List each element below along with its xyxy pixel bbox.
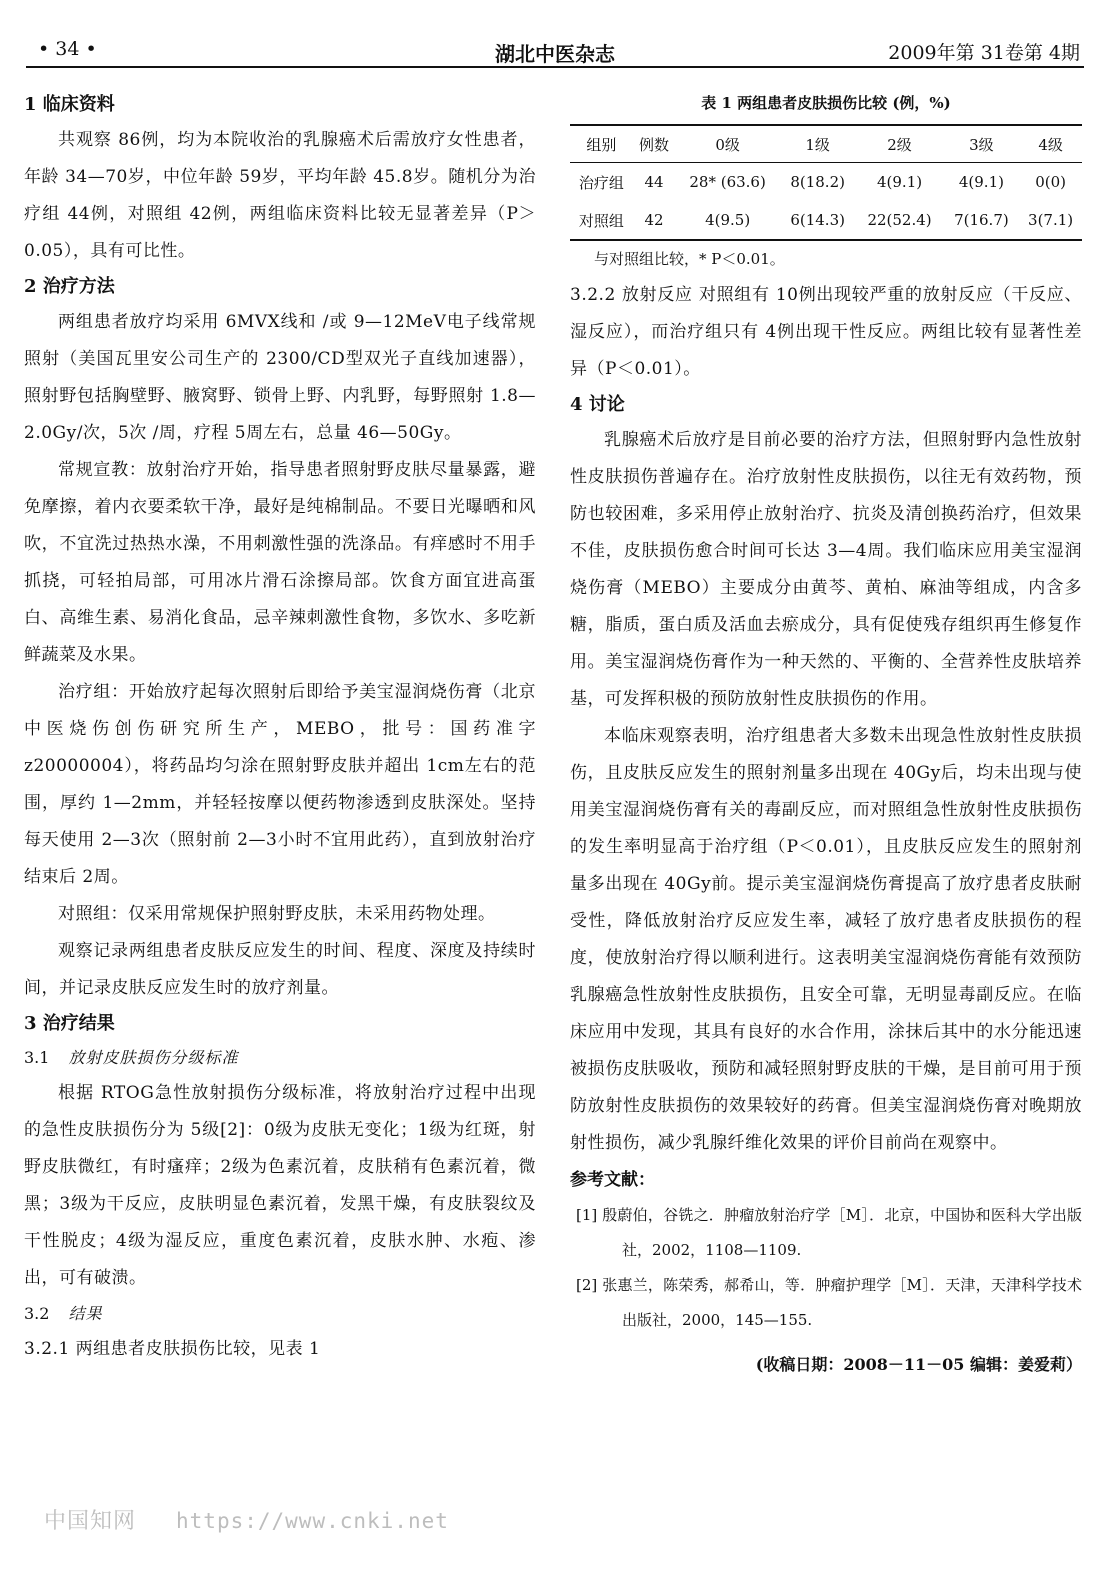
table-cell: 4(9.1) xyxy=(958,173,1004,191)
table-cell: 4(9.5) xyxy=(675,201,780,240)
section-4-title: 4 讨论 xyxy=(570,394,625,415)
page-header xyxy=(26,30,1084,68)
section-3-2-1: 3.2.1 两组患者皮肤损伤比较，见表 1 xyxy=(24,1339,321,1359)
right-column xyxy=(570,88,1082,1384)
table-cell: 22(52.4) xyxy=(855,201,943,240)
table-note: 与对照组比较，* P＜0.01。 xyxy=(594,250,785,268)
journal-title: 湖北中医杂志 xyxy=(495,42,615,66)
section-2-paragraph-4: 对照组：仅采用常规保护照射野皮肤，未采用药物处理。 xyxy=(58,904,496,924)
table-cell: 8(18.2) xyxy=(790,173,845,191)
table-header-row xyxy=(570,125,1082,163)
table-header: 4级 xyxy=(1019,125,1082,163)
page-number: • 34 • xyxy=(38,38,97,60)
table-row xyxy=(570,201,1082,240)
section-3-2-heading xyxy=(24,1297,536,1331)
section-1-title: 1 临床资料 xyxy=(24,94,115,115)
section-2-paragraph-3: 治疗组：开始放疗起每次照射后即给予美宝湿润烧伤膏（北京中医烧伤创伤研究所生产，MEBO，批号：国药准字 z20000004），将药品均匀涂在照射野皮肤并超出 1cm左右的范围，厚约 1—2mm，并轻轻按摩以便药物渗透到皮肤深处。坚持每天使用 2—3次（照射前 2—3小时不宜用此药），直到放射治疗结束后 2周。 xyxy=(24,682,536,887)
table-row xyxy=(570,163,1082,202)
table-cell: 28* (63.6) xyxy=(689,173,766,191)
section-3-1-paragraph: 根据 RTOG急性放射损伤分级标准，将放射治疗过程中出现的急性皮肤损伤分为 5级[2]：0级为皮肤无变化；1级为红斑，射野皮肤微红，有时瘙痒；2级为色素沉着，皮肤稍有色素沉着，微黑；3级为干反应，皮肤明显色素沉着，发黑干燥，有皮肤裂纹及干性脱皮；4级为湿反应，重度色素沉着，皮肤水肿、水疱、渗出，可有破溃。 xyxy=(24,1083,536,1288)
table-header: 组别 xyxy=(570,125,633,163)
reference-1: [1] 殷蔚伯，谷铣之．肿瘤放射治疗学［M］．北京，中国协和医科大学出版社，2002，1108—1109. xyxy=(576,1206,1082,1259)
section-2-paragraph-2: 常规宣教：放射治疗开始，指导患者照射野皮肤尽量暴露，避免摩擦，着内衣要柔软干净，最好是纯棉制品。不要日光曝晒和风吹，不宜洗过热热水澡，不用刺激性强的洗涤品。有痒感时不用手抓挠，可轻拍局部，可用冰片滑石涂擦局部。饮食方面宜进高蛋白、高维生素、易消化食品，忌辛辣刺激性食物，多饮水、多吃新鲜蔬菜及水果。 xyxy=(24,460,536,665)
section-2-paragraph-5: 观察记录两组患者皮肤反应发生的时间、程度、深度及持续时间，并记录皮肤反应发生时的放疗剂量。 xyxy=(24,941,536,998)
left-column xyxy=(24,88,536,1368)
section-4-paragraph-2: 本临床观察表明，治疗组患者大多数未出现急性放射性皮肤损伤，且皮肤反应发生的照射剂量多出现在 40Gy后，均未出现与使用美宝湿润烧伤膏有关的毒副反应，而对照组急性放射性皮肤损伤的发生率明显高于治疗组（P＜0.01），且皮肤反应发生的照射剂量多出现在 40Gy前。提示美宝湿润烧伤膏提高了放疗患者皮肤耐受性，降低放射治疗反应发生率，减轻了放疗患者皮肤损伤的程度，使放射治疗得以顺利进行。这表明美宝湿润烧伤膏能有效预防乳腺癌急性放射性皮肤损伤，且安全可靠，无明显毒副反应。在临床应用中发现，其具有良好的水合作用，涂抹后其中的水分能迅速被损伤皮肤吸收，预防和减轻照射野皮肤的干燥，是目前可用于预防放射性皮肤损伤的效果较好的药膏。但美宝湿润烧伤膏对晚期放射性损伤，减少乳腺纤维化效果的评价目前尚在观察中。 xyxy=(570,726,1082,1153)
watermark xyxy=(44,1504,449,1535)
section-1-paragraph: 共观察 86例，均为本院收治的乳腺癌术后需放疗女性患者，年龄 34—70岁，中位年龄 59岁，平均年龄 45.8岁。随机分为治疗组 44例，对照组 42例，两组临床资料比较无显著差异（P＞0.05），具有可比性。 xyxy=(24,130,536,261)
section-3-1-heading xyxy=(24,1041,536,1075)
table-cell: 42 xyxy=(633,201,676,240)
section-3-2-title: 结果 xyxy=(68,1304,103,1323)
table-header: 0级 xyxy=(675,125,780,163)
section-3-1-number: 3.1 xyxy=(24,1048,50,1067)
table-cell: 3(7.1) xyxy=(1019,201,1082,240)
table-title: 表 1 两组患者皮肤损伤比较 (例，%) xyxy=(701,94,951,112)
results-table xyxy=(570,124,1082,241)
section-2-title: 2 治疗方法 xyxy=(24,276,115,297)
table-header: 1级 xyxy=(780,125,856,163)
table-header: 例数 xyxy=(633,125,676,163)
table-cell: 对照组 xyxy=(570,201,633,240)
table-cell: 7(16.7) xyxy=(944,201,1020,240)
table-cell: 44 xyxy=(644,173,664,191)
table-cell: 0(0) xyxy=(1035,173,1066,191)
section-4-paragraph-1: 乳腺癌术后放疗是目前必要的治疗方法，但照射野内急性放射性皮肤损伤普遍存在。治疗放射性皮肤损伤，以往无有效药物，预防也较困难，多采用停止放射治疗、抗炎及清创换药治疗，但效果不佳，皮肤损伤愈合时间可长达 3—4周。我们临床应用美宝湿润烧伤膏（MEBO）主要成分由黄芩、黄柏、麻油等组成，内含多糖，脂质，蛋白质及活血去瘀成分，具有促使残存组织再生修复作用。美宝湿润烧伤膏作为一种天然的、平衡的、全营养性皮肤培养基，可发挥积极的预防放射性皮肤损伤的作用。 xyxy=(570,430,1082,709)
table-header: 2级 xyxy=(855,125,943,163)
references-title: 参考文献： xyxy=(570,1170,655,1190)
section-3-title: 3 治疗结果 xyxy=(24,1013,115,1034)
section-2-paragraph-1: 两组患者放疗均采用 6MVX线和 /或 9—12MeV电子线常规照射（美国瓦里安公司生产的 2300/CD型双光子直线加速器），照射野包括胸壁野、腋窝野、锁骨上野、内乳野，每野照射 1.8—2.0Gy/次，5次 /周，疗程 5周左右，总量 46—50Gy。 xyxy=(24,312,536,443)
received-date: (收稿日期：2008－11－05 编辑：姜爱莉） xyxy=(755,1355,1082,1374)
watermark-site: 中国知网 xyxy=(44,1509,137,1534)
table-cell: 治疗组 xyxy=(578,173,624,192)
section-3-2-number: 3.2 xyxy=(24,1304,50,1323)
watermark-url: https://www.cnki.net xyxy=(176,1509,449,1533)
table-cell: 6(14.3) xyxy=(780,201,856,240)
table-cell: 4(9.1) xyxy=(876,173,923,191)
section-3-1-title: 放射皮肤损伤分级标准 xyxy=(68,1048,239,1067)
issue-info: 2009年第 31卷第 4期 xyxy=(888,42,1080,64)
table-header: 3级 xyxy=(944,125,1020,163)
reference-2: [2] 张惠兰，陈荣秀，郝希山，等．肿瘤护理学［M］．天津，天津科学技术出版社，2000，145—155. xyxy=(576,1276,1082,1329)
section-3-2-2: 3.2.2 放射反应 对照组有 10例出现较严重的放射反应（干反应、湿反应），而治疗组只有 4例出现干性反应。两组比较有显著性差异（P＜0.01）。 xyxy=(570,285,1082,379)
